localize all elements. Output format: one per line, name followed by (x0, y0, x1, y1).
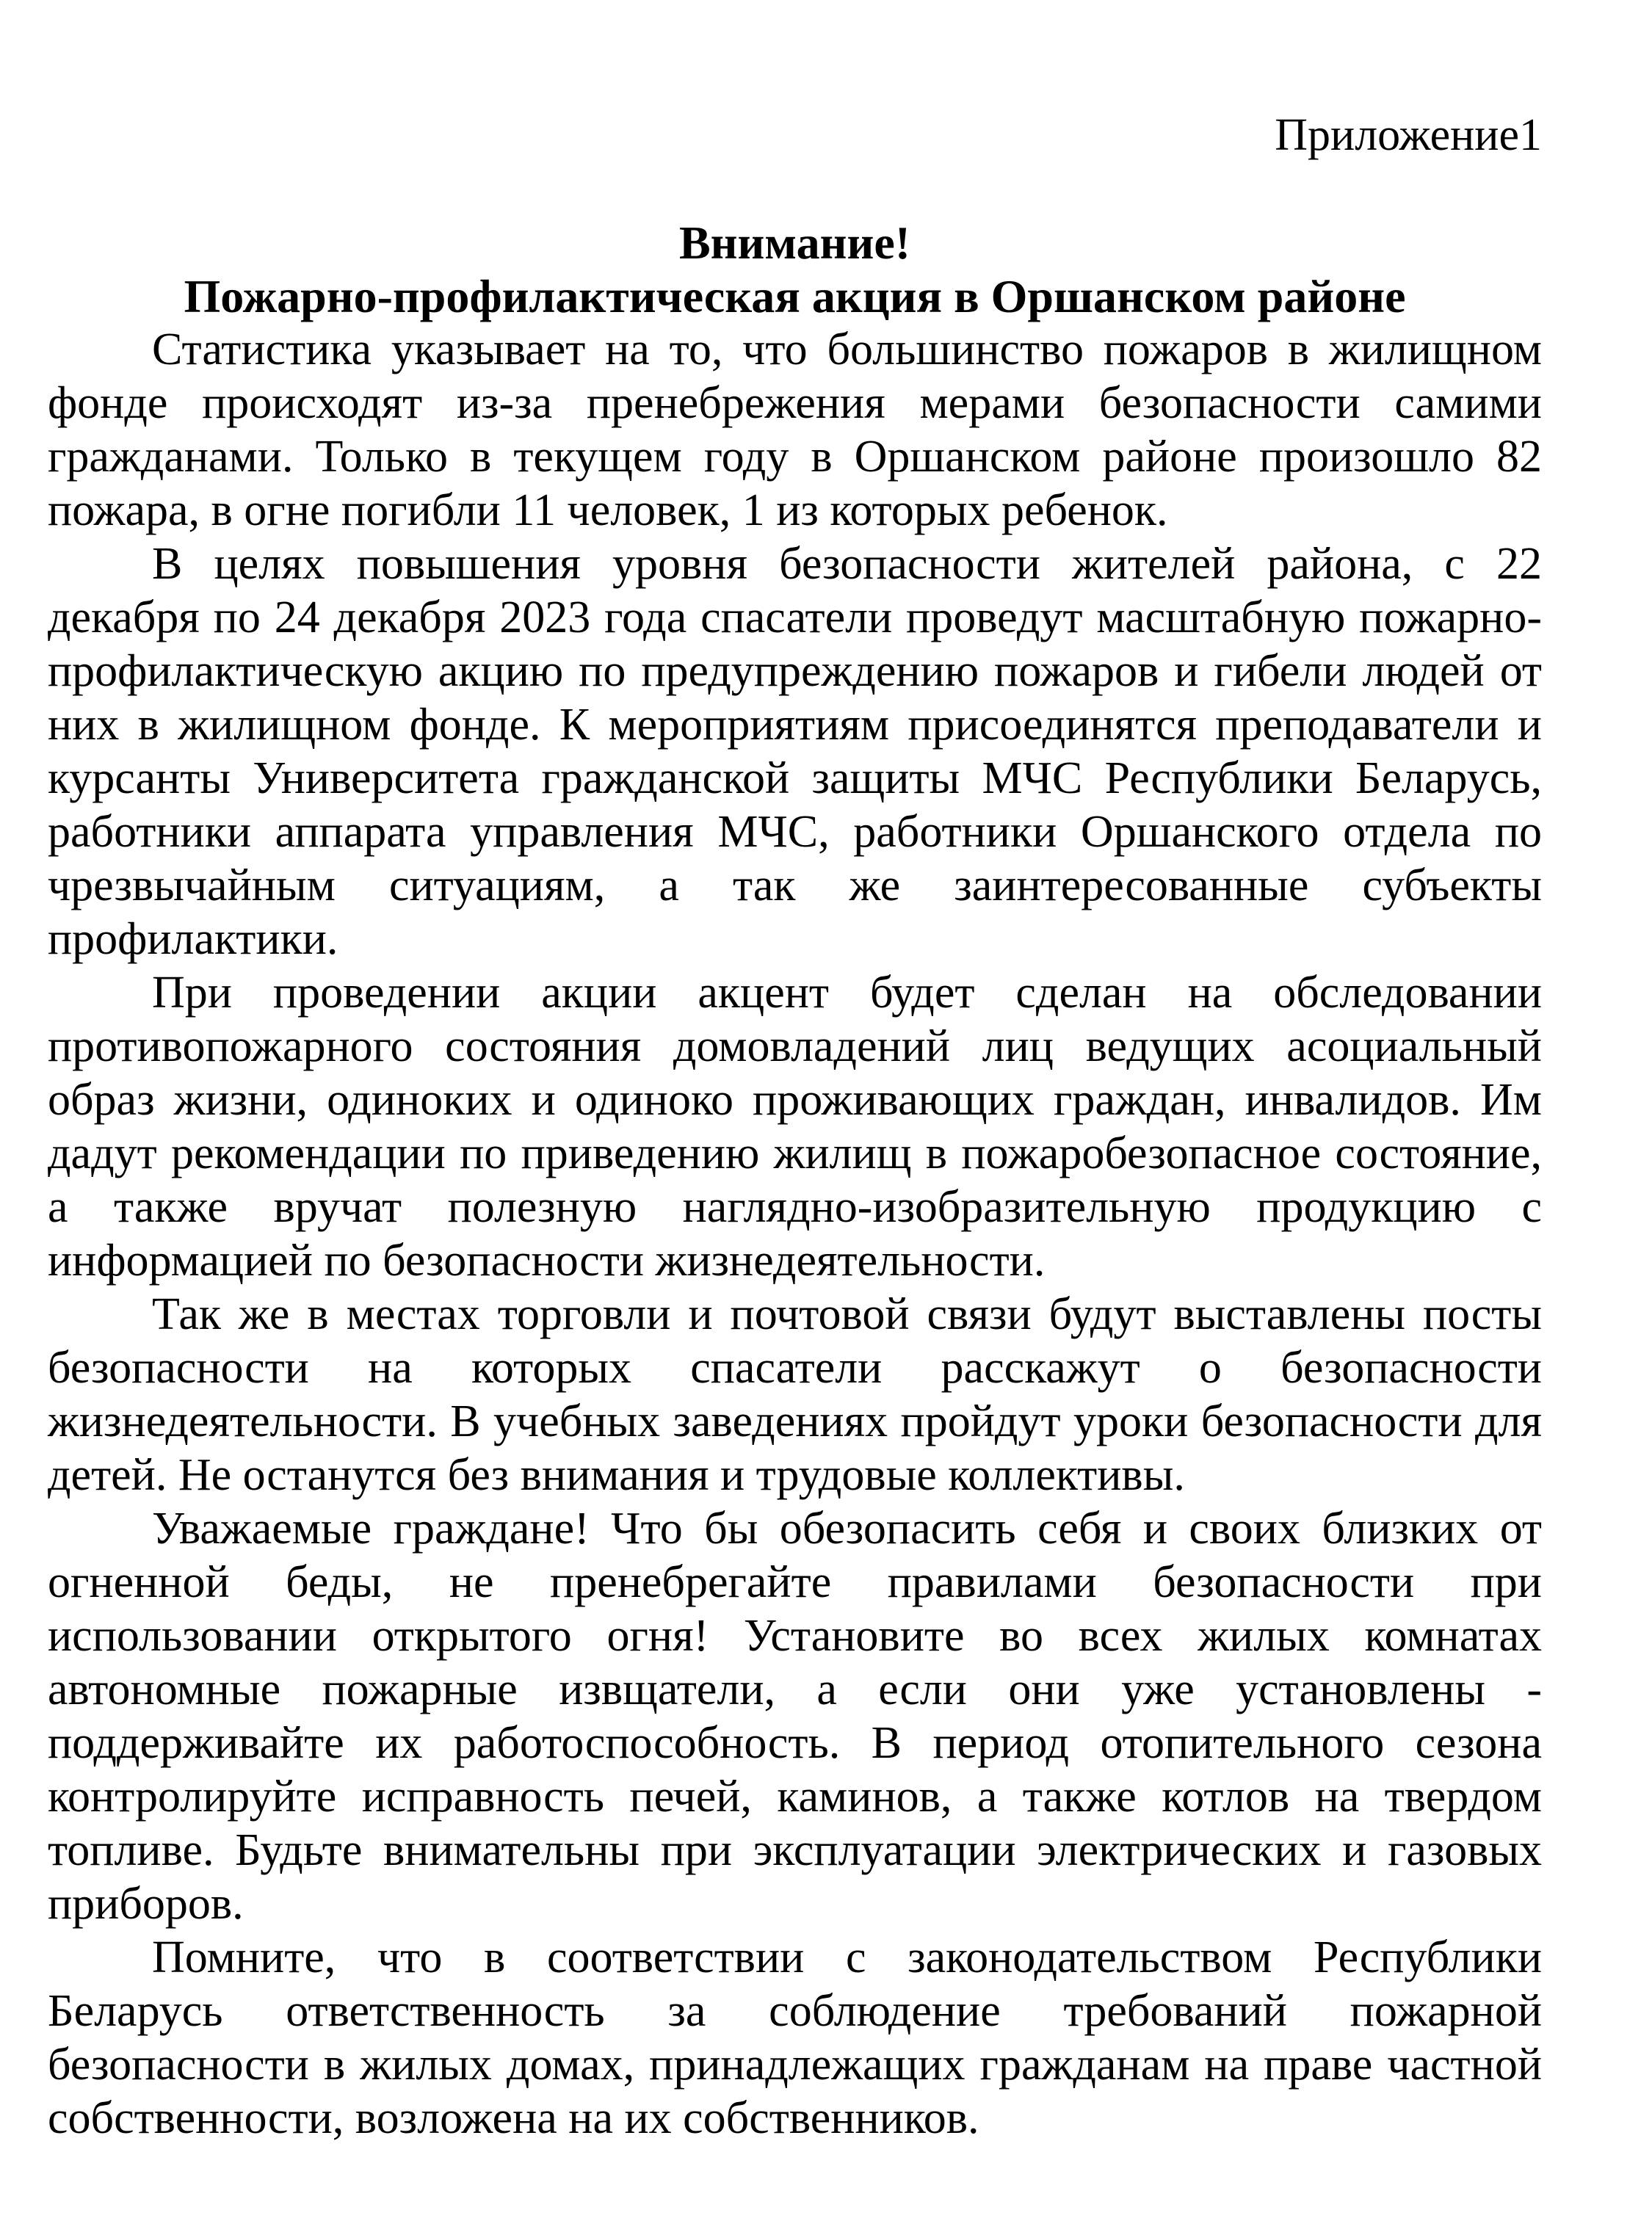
document-content (48, 109, 1542, 2145)
paragraph-safety-posts: Так же в местах торговли и почтовой связи будут выставлены посты безопасности на которых спасатели расскажут о безопасности жизнедеятельности. В учебных заведениях пройдут уроки безопасности для детей. Не останутся без внимания и трудовые коллективы. (48, 1289, 1542, 1500)
campaign-subtitle: Пожарно-профилактическая акция в Оршанском районе (184, 270, 1406, 322)
paragraph-campaign-dates: В целях повышения уровня безопасности жителей района, с 22 декабря по 24 декабря 2023 года спасатели проведут масштабную пожарно-профилактическую акцию по предупреждению пожаров и гибели людей от них в жилищном фонде. К мероприятиям присоединятся преподаватели и курсанты Университета гражданской защиты МЧС Республики Беларусь, работники аппарата управления МЧС, работники Оршанского отдела по чрезвычайным ситуациям, а так же заинтересованные субъекты профилактики. (48, 539, 1542, 964)
paragraph-legal-responsibility: Помните, что в соответствии с законодательством Республики Беларусь ответственность за соблюдение требований пожарной безопасности в жилых домах, принадлежащих гражданам на праве частной собственности, возложена на их собственников. (48, 1932, 1542, 2143)
paragraph-statistics: Статистика указывает на то, что большинство пожаров в жилищном фонде происходят из-за пренебрежения мерами безопасности самими гражданами. Только в текущем году в Оршанском районе произошло 82 пожара, в огне погибли 11 человек, 1 из которых ребенок. (48, 325, 1542, 535)
paragraph-inspections: При проведении акции акцент будет сделан на обследовании противопожарного состояния домовладений лиц ведущих асоциальный образ жизни, одиноких и одиноко проживающих граждан, инвалидов. Им дадут рекомендации по приведению жилищ в пожаробезопасное состояние, а также вручат полезную наглядно-изобразительную продукцию с информацией по безопасности жизнедеятельности. (48, 968, 1542, 1286)
paragraph-citizens-advice: Уважаемые граждане! Что бы обезопасить себя и своих близких от огненной беды, не пренебрегайте правилами безопасности при использовании открытого огня! Установите во всех жилых комнатах автономные пожарные извщатели, а если они уже установлены - поддерживайте их работоспособность. В период отопительного сезона контролируйте исправность печей, каминов, а также котлов на твердом топливе. Будьте внимательны при эксплуатации электрических и газовых приборов. (48, 1504, 1542, 1929)
attention-title: Внимание! (678, 217, 911, 269)
annex-label: Приложение1 (1275, 110, 1542, 160)
